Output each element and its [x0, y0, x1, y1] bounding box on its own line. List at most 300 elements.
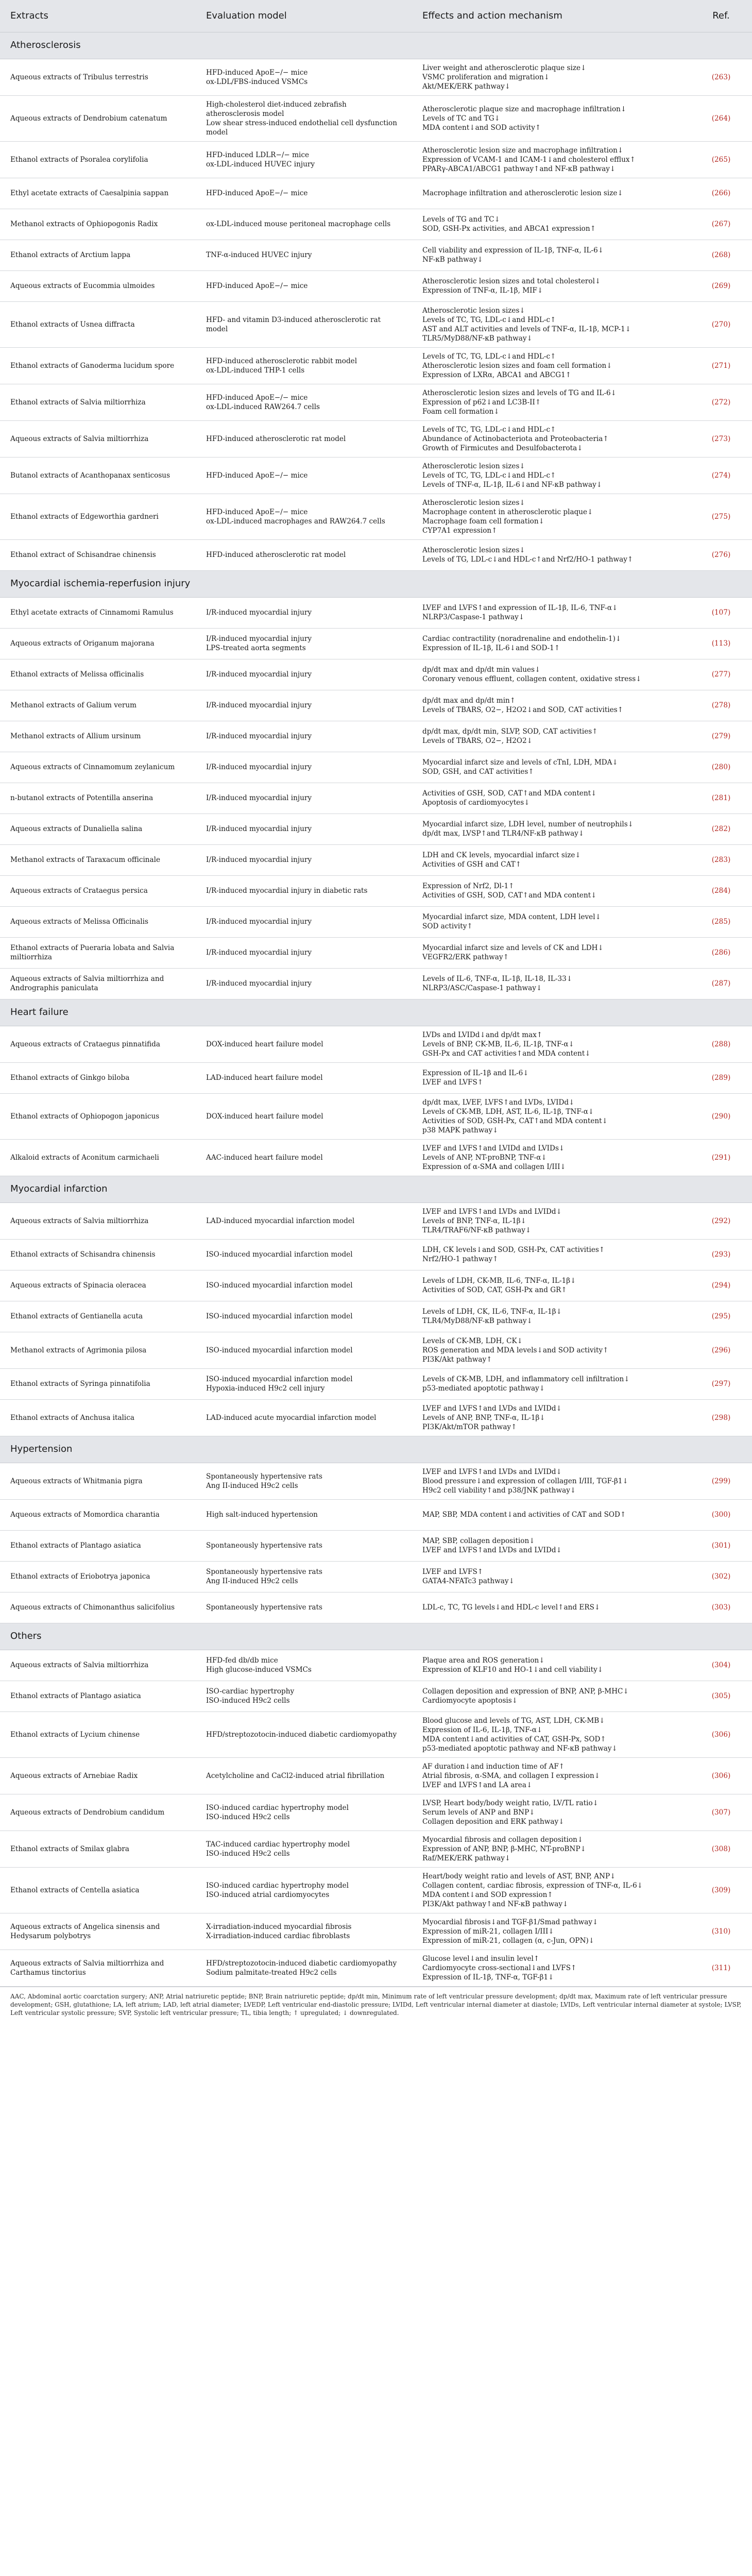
effect-line: NLRP3/Caspase-1 pathway↓: [422, 613, 525, 621]
effect-line: Levels of TC and TG↓: [422, 114, 500, 123]
effect-line: dp/dt max, dp/dt min, SLVP, SOD, CAT activities↑: [422, 727, 598, 736]
model-cell: [196, 1139, 412, 1176]
effect-line: Expression of α-SMA and collagen I/III↓: [422, 1162, 566, 1171]
effects-cell: [412, 1202, 690, 1239]
effect-line: Nrf2/HO-1 pathway↑: [422, 1255, 499, 1263]
effects-cell: [412, 1139, 690, 1176]
reference-link[interactable]: (284): [690, 875, 752, 906]
reference-link[interactable]: (309): [690, 1867, 752, 1913]
reference-link[interactable]: (269): [690, 270, 752, 301]
effect-line: p38 MAPK pathway↓: [422, 1126, 499, 1134]
effect-line: Atherosclerotic lesion sizes and total cholesterol↓: [422, 277, 601, 285]
effect-line: SOD, GSH-Px activities, and ABCA1 expression↑: [422, 225, 596, 233]
effect-line: LVEF and LVFS↑and LVDs and LVIDd↓: [422, 1207, 562, 1216]
effect-line: Plaque area and ROS generation↓: [422, 1656, 545, 1665]
extract-cell: Ethanol extracts of Plantago asiatica: [0, 1530, 196, 1561]
section-title: Myocardial ischemia-reperfusion injury: [0, 570, 752, 597]
effects-cell: [412, 270, 690, 301]
model-cell: [196, 240, 412, 270]
table-row: [0, 1794, 752, 1831]
model-cell: [196, 659, 412, 690]
model-line: ox-LDL-induced HUVEC injury: [206, 160, 315, 168]
model-cell: [196, 1499, 412, 1530]
extract-cell: Aqueous extracts of Salvia miltiorrhiza and Andrographis paniculata: [0, 968, 196, 999]
effect-line: NF-κB pathway↓: [422, 256, 483, 264]
model-line: ISO-induced myocardial infarction model: [206, 1250, 353, 1259]
table-row: [0, 1399, 752, 1436]
model-line: ISO-induced myocardial infarction model: [206, 1346, 353, 1354]
effect-line: Apoptosis of cardiomyocytes↓: [422, 799, 530, 807]
model-line: ISO-induced cardiac hypertrophy model: [206, 1803, 349, 1812]
reference-link[interactable]: (272): [690, 384, 752, 420]
model-cell: [196, 209, 412, 240]
effect-line: LDH, CK levels↓and SOD, GSH-Px, CAT activities↑: [422, 1246, 605, 1254]
effect-line: Liver weight and atherosclerotic plaque size↓: [422, 63, 587, 72]
model-line: ISO-induced myocardial infarction model: [206, 1281, 353, 1290]
effect-line: Levels of TNF-α, IL-1β, IL-6↓and NF-κB pathway↓: [422, 480, 603, 489]
reference-link[interactable]: (303): [690, 1592, 752, 1623]
effect-line: Cell viability and expression of IL-1β, TNF-α, IL-6↓: [422, 246, 604, 255]
extract-cell: Aqueous extracts of Salvia miltiorrhiza: [0, 420, 196, 457]
extract-cell: Methanol extracts of Agrimonia pilosa: [0, 1332, 196, 1368]
extract-cell: Ethanol extracts of Smilax glabra: [0, 1831, 196, 1867]
effects-cell: [412, 1681, 690, 1711]
reference-link[interactable]: (308): [690, 1831, 752, 1867]
table-row: [0, 844, 752, 875]
table-row: [0, 1650, 752, 1681]
model-line: I/R-induced myocardial injury: [206, 635, 312, 643]
section-title: Heart failure: [0, 999, 752, 1026]
effects-cell: [412, 844, 690, 875]
effects-cell: [412, 1561, 690, 1592]
model-cell: [196, 1368, 412, 1399]
extract-cell: Ethanol extracts of Melissa officinalis: [0, 659, 196, 690]
model-cell: [196, 1026, 412, 1062]
reference-link[interactable]: (311): [690, 1950, 752, 1986]
reference-link[interactable]: (305): [690, 1681, 752, 1711]
model-cell: [196, 783, 412, 814]
extract-cell: Ethanol extracts of Arctium lappa: [0, 240, 196, 270]
effect-line: dp/dt max and dp/dt min↑: [422, 697, 516, 705]
extract-cell: Aqueous extracts of Chimonanthus salicifolius: [0, 1592, 196, 1623]
effect-line: Expression of miR-21, collagen I/III↓: [422, 1927, 554, 1936]
model-line: LAD-induced myocardial infarction model: [206, 1216, 355, 1225]
table-row: [0, 1368, 752, 1399]
table-row: [0, 347, 752, 384]
model-line: HFD/streptozotocin-induced diabetic cardiomyopathy: [206, 1959, 397, 1968]
model-line: Spontaneously hypertensive rats: [206, 1472, 322, 1481]
table-row: [0, 1711, 752, 1757]
reference-link[interactable]: (299): [690, 1463, 752, 1499]
model-line: DOX-induced heart failure model: [206, 1112, 323, 1121]
effect-line: Expression of IL-1β, TNF-α, TGF-β1↓: [422, 1973, 554, 1981]
effect-line: SOD, GSH, and CAT activities↑: [422, 768, 534, 776]
reference-link[interactable]: (113): [690, 628, 752, 659]
reference-link[interactable]: (295): [690, 1301, 752, 1332]
effects-cell: [412, 1831, 690, 1867]
table-row: [0, 1757, 752, 1794]
model-line: High-cholesterol diet-induced zebrafish atherosclerosis model: [206, 100, 347, 118]
extract-cell: Ethanol extracts of Lycium chinense: [0, 1711, 196, 1757]
table-row: [0, 659, 752, 690]
reference-link[interactable]: (304): [690, 1650, 752, 1681]
effect-line: Atherosclerotic lesion sizes and foam cell formation↓: [422, 361, 612, 370]
header-ref: Ref.: [690, 0, 752, 32]
effect-line: ROS generation and MDA levels↓and SOD activity↑: [422, 1346, 609, 1354]
effect-line: Levels of TC, TG, LDL-c↓and HDL-c↑: [422, 352, 556, 361]
reference-link[interactable]: (263): [690, 59, 752, 95]
model-cell: [196, 906, 412, 937]
model-cell: [196, 1950, 412, 1986]
effect-line: Akt/MEK/ERK pathway↓: [422, 82, 511, 91]
effect-line: GSH-Px and CAT activities↑and MDA content↓: [422, 1049, 591, 1058]
reference-link[interactable]: (270): [690, 301, 752, 347]
table-row: [0, 906, 752, 937]
model-line: High glucose-induced VSMCs: [206, 1666, 312, 1674]
model-line: LAD-induced heart failure model: [206, 1074, 323, 1082]
effects-cell: [412, 690, 690, 721]
effect-line: Blood pressure↓and expression of collagen I/III, TGF-β1↓: [422, 1477, 628, 1485]
reference-link[interactable]: (268): [690, 240, 752, 270]
effect-line: LVEF and LVFS↑and LVDs and LVIDd↓: [422, 1467, 562, 1476]
extract-cell: Ethanol extracts of Edgeworthia gardneri: [0, 494, 196, 539]
extract-cell: Methanol extracts of Ophiopogonis Radix: [0, 209, 196, 240]
reference-link[interactable]: (288): [690, 1026, 752, 1062]
effect-line: Expression of KLF10 and HO-1↓and cell viability↓: [422, 1666, 604, 1674]
reference-link[interactable]: (302): [690, 1561, 752, 1592]
model-line: HFD-induced ApoE−/− mice: [206, 189, 308, 197]
effect-line: TLR4/TRAF6/NF-κB pathway↓: [422, 1226, 532, 1234]
table-row: [0, 1139, 752, 1176]
header-effects: Effects and action mechanism: [412, 0, 690, 32]
reference-link[interactable]: (285): [690, 906, 752, 937]
table-row: [0, 875, 752, 906]
reference-link[interactable]: (266): [690, 178, 752, 209]
reference-link[interactable]: (283): [690, 844, 752, 875]
effects-cell: [412, 1463, 690, 1499]
reference-link[interactable]: (291): [690, 1139, 752, 1176]
model-line: ISO-induced cardiac hypertrophy model: [206, 1881, 349, 1890]
effect-line: Myocardial infarct size and levels of cTnI, LDH, MDA↓: [422, 758, 618, 767]
model-cell: [196, 814, 412, 844]
table-row: [0, 209, 752, 240]
table-header-row: [0, 0, 752, 32]
effect-line: Atherosclerotic lesion sizes↓: [422, 462, 525, 470]
effect-line: Expression of TNF-α, IL-1β, MIF↓: [422, 286, 543, 295]
effects-cell: [412, 301, 690, 347]
model-line: I/R-induced myocardial injury: [206, 763, 312, 771]
effects-cell: [412, 1650, 690, 1681]
reference-link[interactable]: (107): [690, 597, 752, 628]
reference-link[interactable]: (301): [690, 1530, 752, 1561]
model-cell: [196, 1463, 412, 1499]
effects-cell: [412, 1794, 690, 1831]
extract-cell: Aqueous extracts of Dendrobium candidum: [0, 1794, 196, 1831]
model-cell: [196, 1757, 412, 1794]
table-row: [0, 814, 752, 844]
model-cell: [196, 1561, 412, 1592]
effect-line: LVEF and LVFS↑: [422, 1568, 484, 1576]
effect-line: Activities of SOD, GSH-Px, CAT↑and MDA content↓: [422, 1116, 608, 1125]
effects-cell: [412, 968, 690, 999]
effect-line: PI3K/Akt pathway↑and NF-κB pathway↓: [422, 1900, 569, 1908]
extract-cell: Ethyl acetate extracts of Cinnamomi Ramulus: [0, 597, 196, 628]
model-line: Acetylcholine and CaCl2-induced atrial fibrillation: [206, 1771, 385, 1780]
effects-cell: [412, 752, 690, 783]
table-row: [0, 494, 752, 539]
reference-link[interactable]: (292): [690, 1202, 752, 1239]
model-cell: [196, 1681, 412, 1711]
reference-link[interactable]: (265): [690, 141, 752, 178]
table-row: [0, 1499, 752, 1530]
table-row: [0, 1239, 752, 1270]
model-cell: [196, 690, 412, 721]
effect-line: Expression of LXRα, ABCA1 and ABCG1↑: [422, 370, 572, 379]
model-line: ISO-cardiac hypertrophy: [206, 1687, 295, 1696]
effect-line: Levels of TG and TC↓: [422, 215, 500, 224]
table-footnote: AAC, Abdominal aortic coarctation surgery; ANP, Atrial natriuretic peptide; BNP, Brain natriuretic peptide; dp/dt min, Minimum rate of left ventricular pressure development; dp/dt max, Maximum rate of left ventricular pressure development; GSH, glutathione; LA, left atrium; LAD, left atrial diameter; LVEDP, Left ventricular end-diastolic pressure; LVIDd, Left ventricular internal diameter at diastole; LVIDs, Left ventricular internal diameter at systole; LVSP, Left ventricular systolic pressure; SVP, Systolic left ventricular pressure; TL, tibia length; ↑ upregulated; ↓ downregulated.: [0, 1987, 752, 2022]
model-line: I/R-induced myocardial injury: [206, 979, 312, 988]
header-evaluation-model: Evaluation model: [196, 0, 412, 32]
reference-link[interactable]: (293): [690, 1239, 752, 1270]
effects-cell: [412, 240, 690, 270]
effect-line: LVEF and LVFS↑: [422, 1078, 484, 1087]
model-cell: [196, 628, 412, 659]
effect-line: TLR5/MyD88/NF-κB pathway↓: [422, 334, 533, 343]
effect-line: Foam cell formation↓: [422, 407, 500, 416]
model-line: TNF-α-induced HUVEC injury: [206, 251, 312, 259]
reference-link[interactable]: (307): [690, 1794, 752, 1831]
reference-link[interactable]: (300): [690, 1499, 752, 1530]
table-row: [0, 1270, 752, 1301]
model-cell: [196, 1592, 412, 1623]
model-line: DOX-induced heart failure model: [206, 1040, 323, 1048]
model-line: I/R-induced myocardial injury: [206, 608, 312, 617]
effect-line: Expression of miR-21, collagen (α, c-Jun, OPN)↓: [422, 1936, 595, 1945]
reference-link[interactable]: (277): [690, 659, 752, 690]
table-row: [0, 1913, 752, 1950]
effect-line: MAP, SBP, MDA content↓and activities of CAT and SOD↑: [422, 1511, 626, 1519]
model-line: I/R-induced myocardial injury: [206, 856, 312, 864]
model-line: High salt-induced hypertension: [206, 1511, 318, 1519]
extract-cell: Ethanol extracts of Plantago asiatica: [0, 1681, 196, 1711]
model-cell: [196, 1867, 412, 1913]
effects-cell: [412, 539, 690, 570]
table-row: [0, 1561, 752, 1592]
effect-line: MDA content↓and activities of CAT, GSH-Px, SOD↑: [422, 1735, 606, 1743]
extract-cell: Aqueous extracts of Origanum majorana: [0, 628, 196, 659]
extract-cell: Ethanol extracts of Usnea diffracta: [0, 301, 196, 347]
effect-line: H9c2 cell viability↑and p38/JNK pathway↓: [422, 1486, 576, 1495]
extract-cell: Ethanol extracts of Syringa pinnatifolia: [0, 1368, 196, 1399]
effect-line: Levels of LDH, CK-MB, IL-6, TNF-α, IL-1β↓: [422, 1277, 576, 1285]
effect-line: Levels of TC, TG, LDL-c↓and HDL-c↑: [422, 471, 556, 480]
reference-link[interactable]: (274): [690, 457, 752, 494]
model-line: I/R-induced myocardial injury: [206, 825, 312, 833]
extract-cell: n-butanol extracts of Potentilla anserina: [0, 783, 196, 814]
reference-link[interactable]: (276): [690, 539, 752, 570]
table-row: [0, 420, 752, 457]
effect-line: Coronary venous effluent, collagen content, oxidative stress↓: [422, 675, 642, 683]
model-cell: [196, 457, 412, 494]
table-row: [0, 1530, 752, 1561]
model-line: Ang II-induced H9c2 cells: [206, 1481, 298, 1490]
extract-cell: Aqueous extracts of Whitmania pigra: [0, 1463, 196, 1499]
effects-cell: [412, 659, 690, 690]
extract-cell: Methanol extracts of Taraxacum officinale: [0, 844, 196, 875]
table-row: [0, 968, 752, 999]
reference-link[interactable]: (279): [690, 721, 752, 752]
reference-link[interactable]: (271): [690, 347, 752, 384]
effects-cell: [412, 420, 690, 457]
effect-line: Myocardial fibrosis and collagen deposition↓: [422, 1835, 584, 1844]
extract-cell: Ethanol extracts of Anchusa italica: [0, 1399, 196, 1436]
reference-link[interactable]: (267): [690, 209, 752, 240]
effects-cell: [412, 95, 690, 141]
effect-line: Levels of TBARS, O2−, H2O2↓: [422, 737, 533, 745]
extract-cell: Ethanol extracts of Pueraria lobata and Salvia miltiorrhiza: [0, 937, 196, 968]
table-row: [0, 752, 752, 783]
effect-line: VSMC proliferation and migration↓: [422, 73, 550, 81]
effects-cell: [412, 457, 690, 494]
reference-link[interactable]: (280): [690, 752, 752, 783]
effect-line: Activities of SOD, CAT, GSH-Px and GR↑: [422, 1286, 567, 1294]
reference-link[interactable]: (297): [690, 1368, 752, 1399]
reference-link[interactable]: (306): [690, 1757, 752, 1794]
effect-line: Levels of ANP, NT-proBNP, TNF-α↓: [422, 1153, 547, 1162]
model-line: I/R-induced myocardial injury: [206, 948, 312, 957]
model-line: HFD/streptozotocin-induced diabetic cardiomyopathy: [206, 1730, 397, 1739]
reference-link[interactable]: (286): [690, 937, 752, 968]
effect-line: Collagen deposition and ERK pathway↓: [422, 1817, 565, 1826]
table-row: [0, 301, 752, 347]
model-line: Sodium palmitate-treated H9c2 cells: [206, 1968, 337, 1977]
model-line: I/R-induced myocardial injury: [206, 670, 312, 679]
effect-line: Myocardial infarct size and levels of CK and LDH↓: [422, 944, 604, 952]
extract-cell: Ethanol extracts of Salvia miltiorrhiza: [0, 384, 196, 420]
model-cell: [196, 1301, 412, 1332]
extract-cell: Methanol extracts of Allium ursinum: [0, 721, 196, 752]
table-row: [0, 721, 752, 752]
extract-cell: Ethanol extracts of Ginkgo biloba: [0, 1062, 196, 1093]
extract-cell: Aqueous extracts of Dendrobium catenatum: [0, 95, 196, 141]
model-line: ISO-induced myocardial infarction model: [206, 1375, 353, 1383]
model-line: Spontaneously hypertensive rats: [206, 1541, 322, 1550]
effects-cell: [412, 1913, 690, 1950]
model-cell: [196, 752, 412, 783]
model-line: HFD-induced atherosclerotic rat model: [206, 551, 346, 559]
section-title: Hypertension: [0, 1436, 752, 1463]
model-cell: [196, 1794, 412, 1831]
model-line: I/R-induced myocardial injury in diabetic rats: [206, 887, 368, 895]
extract-cell: Methanol extracts of Galium verum: [0, 690, 196, 721]
reference-link[interactable]: (296): [690, 1332, 752, 1368]
effect-line: Myocardial infarct size, LDH level, number of neutrophils↓: [422, 820, 634, 828]
reference-link[interactable]: (278): [690, 690, 752, 721]
model-cell: [196, 597, 412, 628]
model-line: X-irradiation-induced cardiac fibroblasts: [206, 1931, 350, 1940]
model-line: LPS-treated aorta segments: [206, 644, 306, 652]
reference-link[interactable]: (273): [690, 420, 752, 457]
effect-line: LVEF and LVFS↑and LVDs and LVIDd↓: [422, 1404, 562, 1413]
reference-link[interactable]: (310): [690, 1913, 752, 1950]
effect-line: LVEF and LVFS↑and LVDs and LVIDd↓: [422, 1546, 562, 1554]
effect-line: LVSP, Heart body/body weight ratio, LV/TL ratio↓: [422, 1799, 599, 1807]
effect-line: CYP7A1 expression↑: [422, 526, 498, 535]
effect-line: Expression of p62↓and LC3B-II↑: [422, 398, 541, 406]
extract-cell: Ethanol extract of Schisandrae chinensis: [0, 539, 196, 570]
model-line: I/R-induced myocardial injury: [206, 794, 312, 802]
effect-line: Expression of ANP, BNP, β-MHC, NT-proBNP↓: [422, 1844, 586, 1853]
model-cell: [196, 141, 412, 178]
model-cell: [196, 1202, 412, 1239]
model-cell: [196, 384, 412, 420]
reference-link[interactable]: (282): [690, 814, 752, 844]
model-line: HFD-induced ApoE−/− mice: [206, 507, 308, 516]
effects-cell: [412, 1711, 690, 1757]
effects-cell: [412, 1332, 690, 1368]
effects-cell: [412, 1270, 690, 1301]
effect-line: Myocardial fibrosis↓and TGF-β1/Smad pathway↓: [422, 1918, 599, 1926]
table-row: [0, 783, 752, 814]
model-line: I/R-induced myocardial injury: [206, 701, 312, 709]
effect-line: Activities of GSH and CAT↑: [422, 860, 522, 869]
header-extracts: Extracts: [0, 0, 196, 32]
effects-cell: [412, 628, 690, 659]
model-line: Low shear stress-induced endothelial cell dysfunction model: [206, 118, 397, 137]
extract-cell: Aqueous extracts of Tribulus terrestris: [0, 59, 196, 95]
reference-link[interactable]: (264): [690, 95, 752, 141]
effects-cell: [412, 937, 690, 968]
section-header-row: [0, 32, 752, 59]
extract-cell: Alkaloid extracts of Aconitum carmichaeli: [0, 1139, 196, 1176]
table-row: [0, 539, 752, 570]
model-line: HFD- and vitamin D3-induced atherosclerotic rat model: [206, 315, 381, 333]
extract-cell: Aqueous extracts of Melissa Officinalis: [0, 906, 196, 937]
reference-link[interactable]: (306): [690, 1711, 752, 1757]
effect-line: Levels of CK-MB, LDH, CK↓: [422, 1336, 523, 1345]
reference-link[interactable]: (287): [690, 968, 752, 999]
reference-link[interactable]: (289): [690, 1062, 752, 1093]
extract-cell: Ethanol extracts of Gentianella acuta: [0, 1301, 196, 1332]
model-line: ox-LDL/FBS-induced VSMCs: [206, 77, 308, 86]
reference-link[interactable]: (294): [690, 1270, 752, 1301]
reference-link[interactable]: (290): [690, 1093, 752, 1139]
model-cell: [196, 937, 412, 968]
reference-link[interactable]: (275): [690, 494, 752, 539]
reference-link[interactable]: (298): [690, 1399, 752, 1436]
extract-cell: Aqueous extracts of Salvia miltiorrhiza and Carthamus tinctorius: [0, 1950, 196, 1986]
effect-line: Abundance of Actinobacteriota and Proteobacteria↑: [422, 434, 609, 443]
table-row: [0, 1301, 752, 1332]
table-row: [0, 141, 752, 178]
model-line: HFD-induced atherosclerotic rat model: [206, 434, 346, 443]
table-row: [0, 937, 752, 968]
model-cell: [196, 1093, 412, 1139]
table-row: [0, 240, 752, 270]
effect-line: Atherosclerotic lesion sizes↓: [422, 498, 525, 507]
reference-link[interactable]: (281): [690, 783, 752, 814]
effect-line: LVEF and LVFS↑and expression of IL-1β, IL-6, TNF-α↓: [422, 604, 618, 612]
effect-line: Raf/MEK/ERK pathway↓: [422, 1854, 511, 1862]
model-line: I/R-induced myocardial injury: [206, 732, 312, 740]
effects-cell: [412, 494, 690, 539]
extract-cell: Ethanol extracts of Ganoderma lucidum spore: [0, 347, 196, 384]
effect-line: p53-mediated apoptotic pathway↓: [422, 1384, 545, 1393]
section-title: Atherosclerosis: [0, 32, 752, 59]
effect-line: AF duration↓and induction time of AF↑: [422, 1762, 565, 1771]
model-cell: [196, 1913, 412, 1950]
